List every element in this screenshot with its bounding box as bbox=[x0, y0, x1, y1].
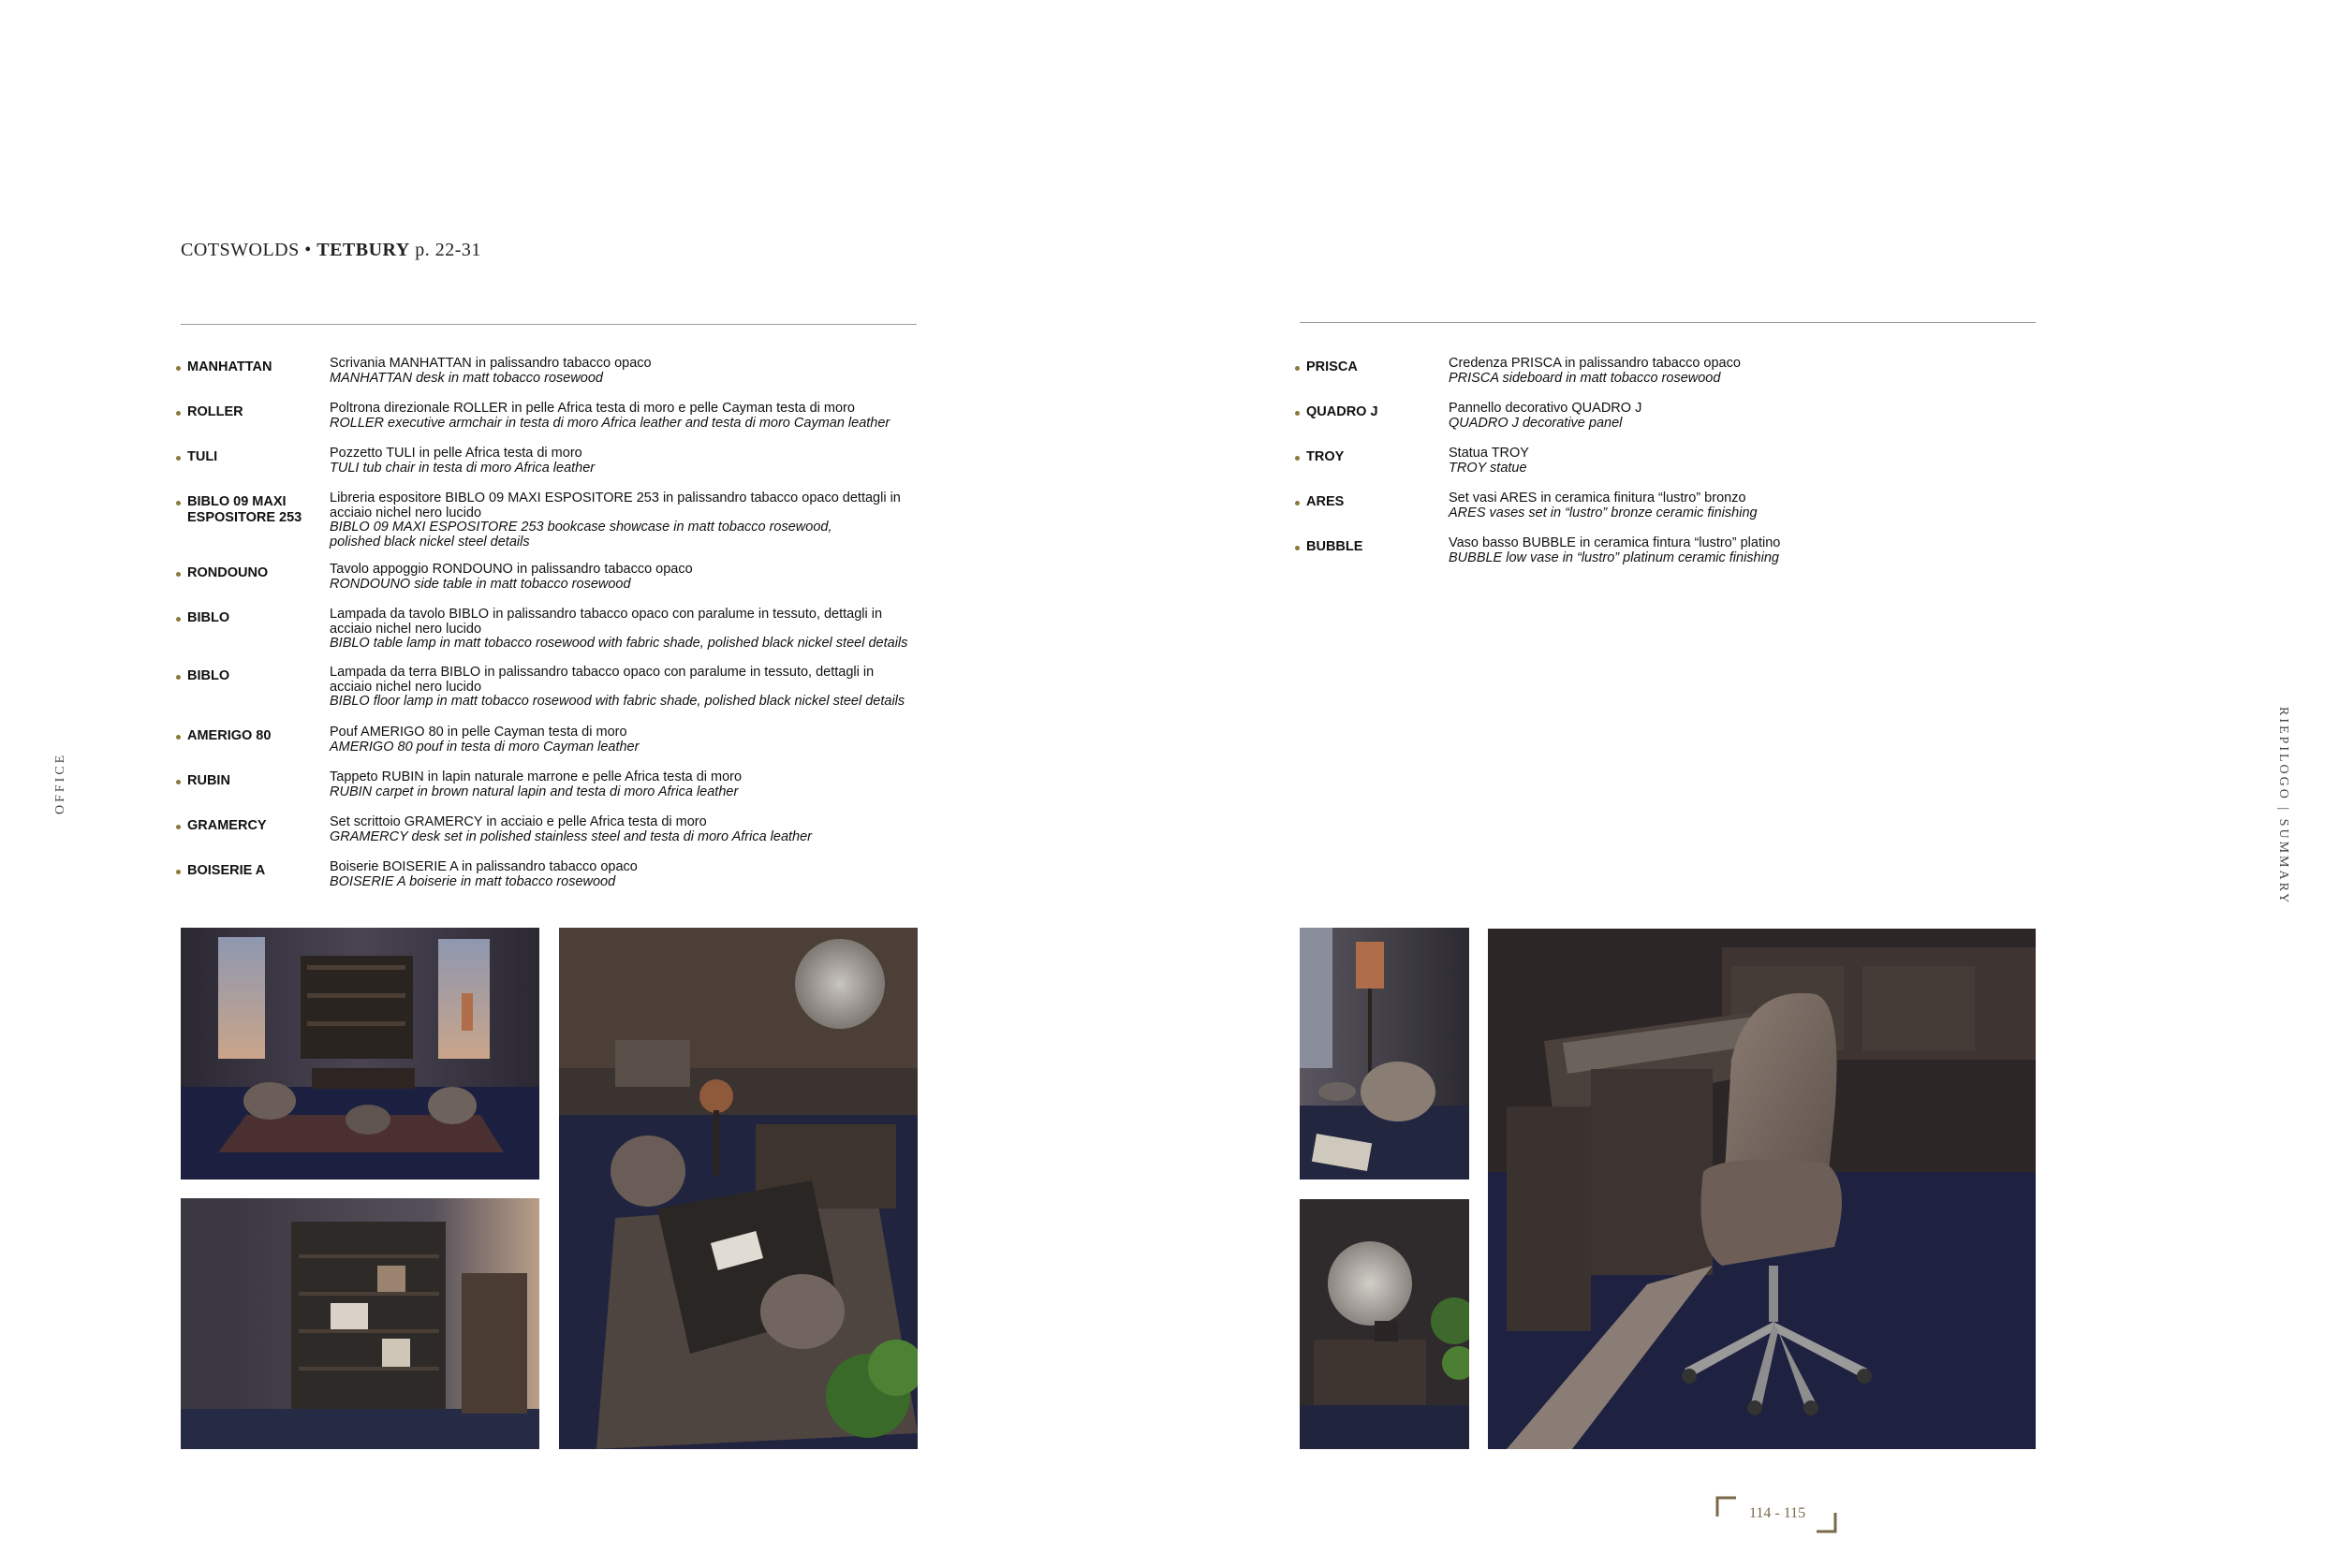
right-divider bbox=[1300, 322, 2036, 323]
description-it: Poltrona direzionale ROLLER in pelle Africa testa di moro e pelle Cayman testa di moro bbox=[330, 401, 855, 416]
description-it: Tavolo appoggio RONDOUNO in palissandro tabacco opaco bbox=[330, 562, 693, 577]
description-en: MANHATTAN desk in matt tobacco rosewood bbox=[330, 370, 603, 386]
bullet-icon bbox=[1295, 546, 1300, 550]
product-name: RUBIN bbox=[187, 773, 230, 788]
bullet-icon bbox=[176, 456, 181, 461]
page-number-text: 114 - 115 bbox=[1749, 1505, 1806, 1521]
description-en: GRAMERCY desk set in polished stainless steel and testa di moro Africa leather bbox=[330, 828, 812, 844]
description-it: Boiserie BOISERIE A in palissandro tabacco opaco bbox=[330, 859, 638, 874]
description-it: Statua TROY bbox=[1449, 446, 1529, 461]
bullet-icon bbox=[176, 870, 181, 874]
product-name: RONDOUNO bbox=[187, 565, 269, 580]
product-name: MANHATTAN bbox=[187, 359, 272, 374]
side-label-summary: RIEPILOGO | SUMMARY bbox=[2276, 707, 2290, 906]
description-en: BIBLO floor lamp in matt tobacco rosewood with fabric shade, polished black nickel steel details bbox=[330, 694, 905, 709]
side-label-office: OFFICE bbox=[53, 752, 67, 814]
bullet-icon bbox=[1295, 456, 1300, 461]
description-it: Lampada da terra BIBLO in palissandro tabacco opaco con paralume in tessuto, dettagli in acciaio nichel nero lucido bbox=[330, 665, 875, 695]
photo-bookcase bbox=[181, 1198, 539, 1449]
description-en: BIBLO 09 MAXI ESPOSITORE 253 bookcase showcase in matt tobacco rosewood, polished black nickel steel details bbox=[330, 520, 832, 550]
section-header bbox=[181, 240, 481, 261]
product-name: GRAMERCY bbox=[187, 818, 267, 833]
description-en: PRISCA sideboard in matt tobacco rosewood bbox=[1449, 370, 1721, 386]
bullet-icon bbox=[176, 825, 181, 829]
bullet-icon bbox=[176, 735, 181, 740]
product-name: BUBBLE bbox=[1306, 539, 1363, 554]
photo-executive-chair bbox=[1488, 929, 2036, 1449]
description-it: Pouf AMERIGO 80 in pelle Cayman testa di moro bbox=[330, 725, 627, 740]
description-en: BIBLO table lamp in matt tobacco rosewood with fabric shade, polished black nickel steel details bbox=[330, 636, 908, 651]
description-it: Libreria espositore BIBLO 09 MAXI ESPOSITORE 253 in palissandro tabacco opaco dettagli in acciaio nichel nero lucido bbox=[330, 491, 901, 520]
product-name: PRISCA bbox=[1306, 359, 1358, 374]
description-en: TULI tub chair in testa di moro Africa leather bbox=[330, 460, 596, 476]
bullet-icon bbox=[176, 572, 181, 577]
page-number bbox=[1715, 1496, 1837, 1533]
bullet-icon bbox=[176, 780, 181, 784]
description-en: RONDOUNO side table in matt tobacco rosewood bbox=[330, 576, 631, 592]
product-name: ROLLER bbox=[187, 404, 243, 419]
description-en: BUBBLE low vase in “lustro” platinum ceramic finishing bbox=[1449, 550, 1779, 565]
description-en: BOISERIE A boiserie in matt tobacco rosewood bbox=[330, 873, 616, 889]
bullet-icon bbox=[176, 411, 181, 416]
product-name: TROY bbox=[1306, 449, 1345, 464]
product-name: QUADRO J bbox=[1306, 404, 1378, 419]
photo-sideboard bbox=[1300, 1199, 1469, 1449]
bullet-icon bbox=[176, 501, 181, 506]
description-it: Lampada da tavolo BIBLO in palissandro tabacco opaco con paralume in tessuto, dettagli in acciaio nichel nero lucido bbox=[330, 607, 883, 637]
description-it: Vaso basso BUBBLE in ceramica fintura “lustro” platino bbox=[1449, 535, 1781, 550]
photo-office-room bbox=[181, 928, 539, 1180]
description-it: Pannello decorativo QUADRO J bbox=[1449, 401, 1642, 416]
description-it: Scrivania MANHATTAN in palissandro tabacco opaco bbox=[330, 356, 652, 371]
header-separator: • bbox=[304, 240, 312, 260]
bullet-icon bbox=[1295, 411, 1300, 416]
photo-desk-overhead bbox=[559, 928, 918, 1449]
description-it: Credenza PRISCA in palissandro tabacco opaco bbox=[1449, 356, 1741, 371]
collection-name: COTSWOLDS bbox=[181, 240, 300, 260]
bullet-icon bbox=[176, 617, 181, 622]
description-it: Tappeto RUBIN in lapin naturale marrone e pelle Africa testa di moro bbox=[330, 769, 743, 784]
product-name: ARES bbox=[1306, 494, 1345, 509]
description-en: AMERIGO 80 pouf in testa di moro Cayman leather bbox=[330, 739, 640, 755]
bullet-icon bbox=[1295, 366, 1300, 371]
description-it: Set vasi ARES in ceramica finitura “lustro” bronzo bbox=[1449, 491, 1746, 506]
description-en: ROLLER executive armchair in testa di moro Africa leather and testa di moro Cayman leather bbox=[330, 415, 890, 431]
description-en: ARES vases set in “lustro” bronze ceramic finishing bbox=[1449, 505, 1758, 520]
page-reference: p. 22-31 bbox=[415, 240, 481, 260]
product-name: BIBLO bbox=[187, 610, 230, 625]
bullet-icon bbox=[1295, 501, 1300, 506]
left-divider bbox=[181, 324, 917, 325]
product-name: BIBLO bbox=[187, 668, 230, 683]
bullet-icon bbox=[176, 366, 181, 371]
product-name: TULI bbox=[187, 449, 218, 464]
description-en: TROY statue bbox=[1449, 460, 1527, 476]
product-name: AMERIGO 80 bbox=[187, 728, 272, 743]
bullet-icon bbox=[176, 675, 181, 680]
photo-armchair-corner bbox=[1300, 928, 1469, 1180]
description-en: RUBIN carpet in brown natural lapin and testa di moro Africa leather bbox=[330, 784, 739, 799]
model-name: TETBURY bbox=[316, 240, 410, 260]
description-en: QUADRO J decorative panel bbox=[1449, 415, 1623, 431]
product-name: BOISERIE A bbox=[187, 863, 266, 878]
description-it: Set scrittoio GRAMERCY in acciaio e pelle Africa testa di moro bbox=[330, 814, 707, 829]
description-it: Pozzetto TULI in pelle Africa testa di moro bbox=[330, 446, 582, 461]
product-name: BIBLO 09 MAXI ESPOSITORE 253 bbox=[187, 494, 302, 525]
